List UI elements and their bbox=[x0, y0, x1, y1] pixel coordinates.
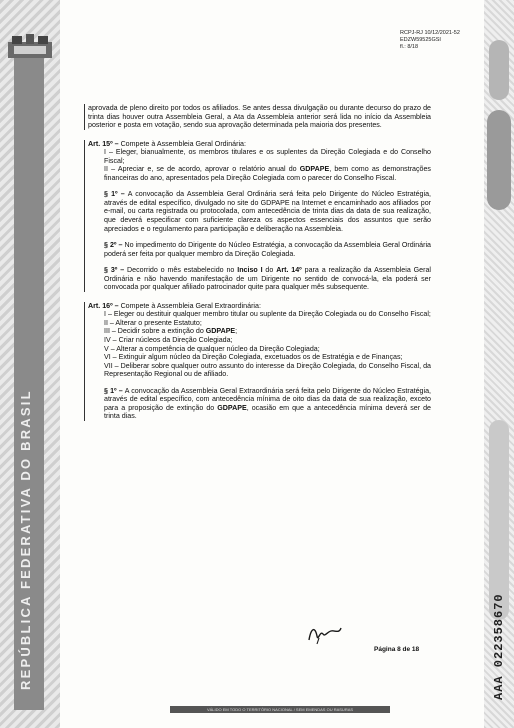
art15-heading: Art. 15º – bbox=[88, 139, 121, 148]
intro-paragraph: aprovada de pleno direito por todos os afiliados. Se antes dessa divulgação ou durante decurso do prazo de trinta dias houver outra Assembleia Geral, a Ata da Assembleia anterior será lida no início da Assembleia posterior e posta em votação, sendo sua aprovação determinada pela maioria dos presentes. bbox=[88, 104, 431, 130]
intro-block bbox=[84, 104, 431, 130]
republic-band-text: REPÚBLICA FEDERATIVA DO BRASIL bbox=[18, 389, 33, 690]
art16-inciso-vi: VI – Extinguir algum núcleo da Direção Colegiada, excetuados os de Estratégia e de Finanças; bbox=[104, 353, 403, 362]
art15-paragraph-2: § 2º – No impedimento do Dirigente do Núcleo Estratégia, a convocação da Assembleia Geral Ordinária poderá ser feita por qualquer membro da Direção Colegiada. bbox=[104, 241, 432, 258]
art16-heading: Art. 16º – bbox=[88, 301, 121, 310]
art16-paragraph-1: § 1º – A convocação da Assembleia Geral Extraordinária será feita pelo Dirigente do Núcleo Estratégia, através de edital específico, com antecedência mínima de oito dias da data de sua realização, exceto para a proposição de extinção do GDPAPE, ocasião em que a antecedência mínima deverá ser de trinta dias. bbox=[104, 386, 432, 421]
art16-inciso-iv: IV – Criar núcleos da Direção Colegiada; bbox=[104, 336, 233, 345]
page-number: Página 8 de 18 bbox=[374, 646, 420, 653]
art16-inciso-ii: II – Alterar o presente Estatuto; bbox=[104, 318, 202, 327]
art16-inciso-i: I – Eleger ou destituir qualquer membro titular ou suplente da Direção Colegiada ou do Conselho Fiscal; bbox=[104, 310, 431, 319]
art16-inciso-v: V – Alterar a competência de qualquer núcleo da Direção Colegiada; bbox=[104, 344, 320, 353]
article-15 bbox=[84, 140, 431, 292]
statute-text bbox=[84, 104, 431, 421]
art16-inciso-vii: VII – Deliberar sobre qualquer outro assunto do interesse da Direção Colegiada, do Conselho Fiscal, da Representação Regional ou de afiliado. bbox=[104, 361, 431, 379]
validity-strip: VÁLIDO EM TODO O TERRITÓRIO NACIONAL / SEM EMENDAS OU RASURAS bbox=[170, 706, 390, 713]
registry-ref-line2: EDZW59525GSI bbox=[400, 37, 441, 43]
registry-logo-icon bbox=[4, 32, 56, 68]
notary-seal bbox=[487, 110, 511, 210]
ornament-bottom bbox=[489, 420, 509, 620]
registry-ref-line1: RCPJ-RJ 10/12/2021-52 bbox=[400, 30, 460, 36]
serial-number: AAA 022358670 bbox=[492, 593, 506, 700]
article-16 bbox=[84, 302, 431, 421]
art15-inciso-ii: II – Apreciar e, se de acordo, aprovar o relatório anual do GDPAPE, bem como as demonstrações financeiras do ano, apresentados pela Direção Colegiada com o parecer do Conselho Fiscal. bbox=[104, 165, 431, 182]
art15-inciso-i: I – Eleger, bianualmente, os membros titulares e os suplentes da Direção Colegiada e do Conselho Fiscal; bbox=[104, 148, 431, 165]
art15-paragraph-1: § 1º – A convocação da Assembleia Geral Ordinária será feita pelo Dirigente do Núcleo Estratégia, através de edital específico, divulgado no site do GDPAPE na Internet e encaminhado aos afiliados por e-mail, ou carta registrada ou protocolada, com antecedência de trinta dias da data de sua realização, que deverá especificar com suficiente clareza os aspectos essenciais dos assuntos que serão apreciados e o regulamento para participação e deliberação na Assembleia. bbox=[104, 190, 431, 233]
art15-paragraph-3: § 3º – Decorrido o mês estabelecido no Inciso I do Art. 14º para a realização da Assembleia Geral Ordinária e não havendo manifestação de um Dirigente no sentido de convocá-la, ela poderá ser convocada por qualquer afiliado patrocinador quite para qualquer mês subsequente. bbox=[104, 266, 431, 292]
art15-heading-text: Compete à Assembleia Geral Ordinária: bbox=[120, 139, 246, 148]
art16-inciso-iii: III – Decidir sobre a extinção do GDPAPE; bbox=[104, 327, 238, 336]
ornament-top bbox=[489, 40, 509, 100]
security-paper-left-band bbox=[0, 0, 60, 728]
signature-icon bbox=[305, 622, 345, 646]
registry-ref-line3: fl.: 8/18 bbox=[400, 44, 419, 50]
registry-reference bbox=[400, 30, 460, 51]
security-paper-right-band bbox=[484, 0, 514, 728]
art16-heading-text: Compete à Assembleia Geral Extraordinária: bbox=[120, 301, 261, 310]
